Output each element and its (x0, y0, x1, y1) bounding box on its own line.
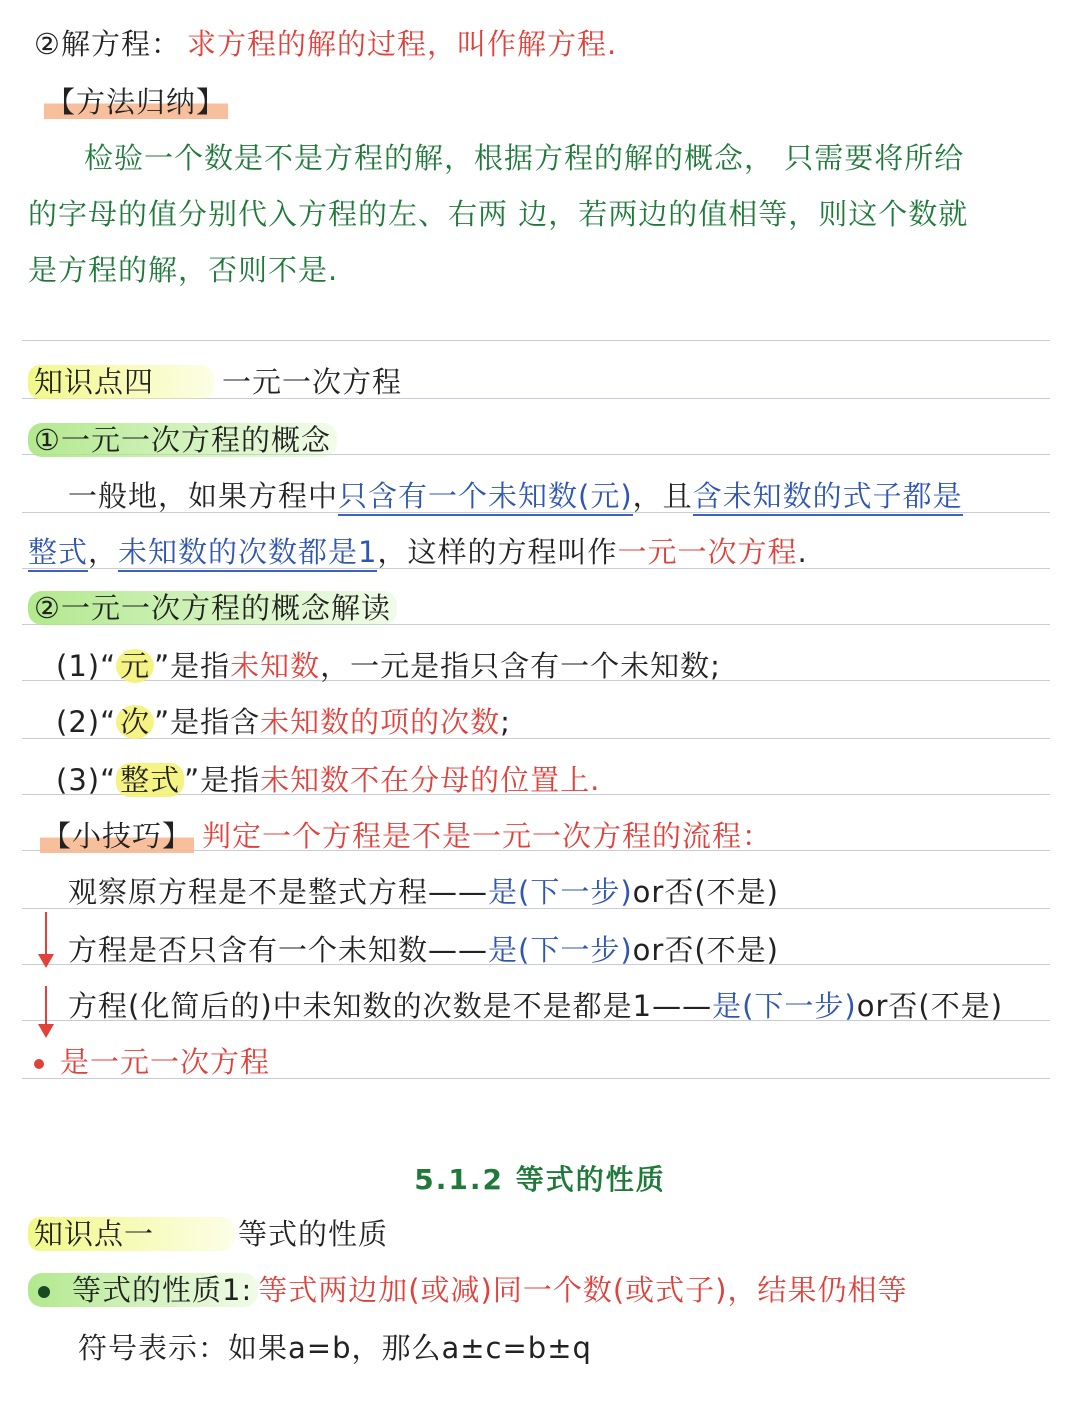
concept-part-6: ， (88, 535, 119, 569)
reading-mid: ”是指含 (154, 705, 261, 739)
flow-result: 是一元一次方程 (60, 1045, 271, 1079)
method-summary-heading-line (44, 82, 228, 122)
kp4-title (28, 362, 402, 402)
reading-prefix: (1)“ (56, 649, 117, 683)
reading-red: 未知数不在分母的位置上. (260, 763, 601, 797)
reading-heading-line (28, 588, 397, 628)
concept-heading-line (28, 420, 337, 460)
reading-prefix: (3)“ (56, 763, 117, 797)
reading-key: 整式 (116, 763, 184, 797)
bullet-icon (34, 1059, 44, 1069)
flow-result-line (34, 1042, 270, 1082)
method-summary-heading: 【方法归纳】 (46, 85, 227, 119)
concept-heading: ①一元一次方程的概念 (28, 423, 337, 457)
flow-step (68, 930, 779, 970)
concept-line-2 (28, 532, 808, 572)
section-title: 5.1.2 等式的性质 (414, 1163, 666, 1196)
reading-key: 元 (116, 649, 154, 683)
method-summary-line-1: 检验一个数是不是方程的解，根据方程的解的概念， 只需要将所给 (84, 141, 965, 175)
flow-question: 方程(化简后的)中未知数的次数是不是都是1—— (68, 989, 713, 1023)
reading-mid: ”是指 (184, 763, 261, 797)
reading-key: 次 (116, 705, 154, 739)
concept-part-4: 含未知数的式子都是 (693, 479, 963, 516)
concept-part-1: 一般地，如果方程中 (68, 479, 339, 513)
reading-item (56, 702, 511, 742)
reading-item (56, 760, 600, 800)
flow-step (68, 986, 1003, 1026)
concept-part-2: 只含有一个未知数(元) (338, 479, 633, 516)
flow-step (68, 872, 779, 912)
solve-equation-line (28, 24, 617, 64)
flow-no: or否(不是) (632, 875, 779, 909)
concept-part-9: 一元一次方程 (617, 535, 798, 569)
reading-rest: ; (500, 705, 511, 739)
property1-label: 等式的性质1: (72, 1273, 253, 1307)
flow-no: or否(不是) (632, 933, 779, 967)
down-arrow-icon (36, 986, 56, 1044)
property1-text: 等式两边加(或减)同一个数(或式子)，结果仍相等 (258, 1273, 908, 1307)
method-summary-line-3: 是方程的解，否则不是. (28, 253, 339, 287)
reading-rest: ，一元是指只含有一个未知数; (320, 649, 721, 683)
bullet-icon (38, 1286, 50, 1298)
flow-yes: 是(下一步) (488, 875, 633, 909)
flow-question: 观察原方程是不是整式方程—— (68, 875, 489, 909)
concept-part-8: ，这样的方程叫作 (377, 535, 618, 569)
reading-red: 未知数的项的次数 (260, 705, 501, 739)
property1-label-wrap (28, 1273, 258, 1307)
kp1-title-b: 等式的性质 (238, 1217, 389, 1251)
ruled-line (22, 340, 1050, 341)
reading-item (56, 646, 721, 686)
kp4-title-a: 知识点四 (28, 365, 214, 399)
flow-no: or否(不是) (856, 989, 1004, 1023)
flow-question: 方程是否只含有一个未知数—— (68, 933, 489, 967)
flow-yes: 是(下一步) (712, 989, 857, 1023)
method-summary-line-2: 的字母的值分别代入方程的左、右两 边，若两边的值相等，则这个数就 (28, 197, 969, 231)
kp4-title-b: 一元一次方程 (222, 365, 403, 399)
concept-part-10: . (797, 535, 808, 569)
reading-red: 未知数 (230, 649, 321, 683)
symbol-line: 符号表示：如果a=b，那么a±c=b±q (78, 1331, 592, 1365)
down-arrow-icon (36, 912, 56, 970)
concept-part-5: 整式 (28, 535, 88, 572)
reading-heading: ②一元一次方程的概念解读 (28, 591, 397, 625)
tip-line (40, 816, 772, 856)
solve-equation-label: ②解方程： (34, 27, 181, 61)
reading-mid: ”是指 (154, 649, 231, 683)
reading-prefix: (2)“ (56, 705, 117, 739)
kp1-title-a: 知识点一 (28, 1217, 234, 1251)
solve-equation-definition: 求方程的解的过程，叫作解方程. (187, 27, 618, 61)
flow-yes: 是(下一步) (488, 933, 633, 967)
property1-line (28, 1270, 908, 1310)
tip-label: 【小技巧】 (42, 819, 193, 853)
concept-line-1 (68, 476, 963, 516)
concept-part-7: 未知数的次数都是1 (118, 535, 377, 572)
concept-part-3: ，且 (632, 479, 693, 513)
tip-text: 判定一个方程是不是一元一次方程的流程： (202, 819, 773, 853)
kp1-title (28, 1214, 388, 1254)
